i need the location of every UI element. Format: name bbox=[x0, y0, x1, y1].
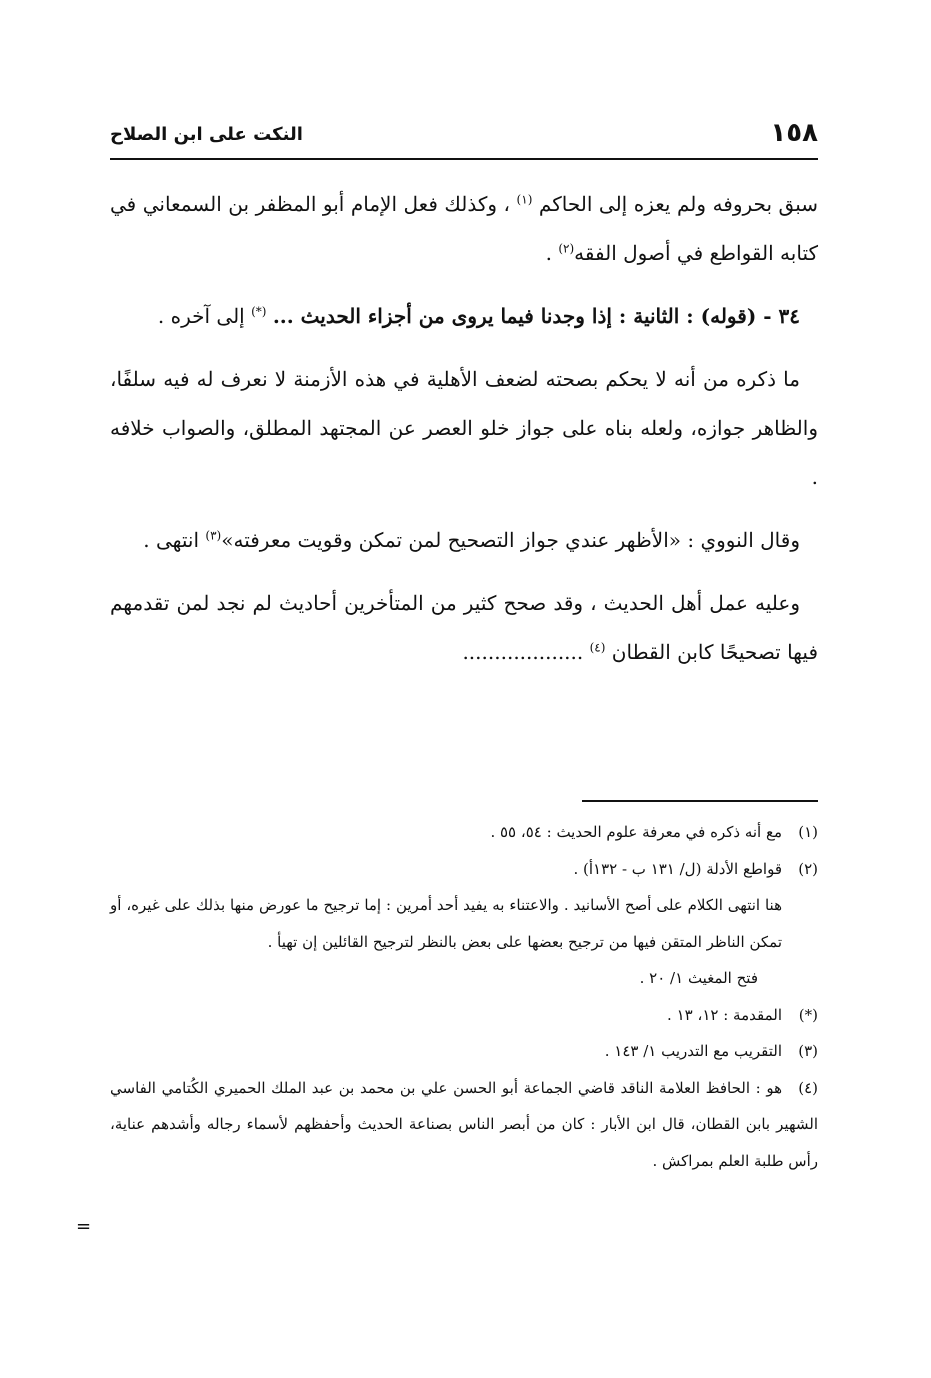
entry-heading: ٣٤ - (قوله) : الثانية : إذا وجدنا فيما يروى من أجزاء الحديث ... bbox=[272, 304, 800, 328]
page-number: ١٥٨ bbox=[770, 118, 818, 148]
footnotes bbox=[110, 814, 818, 1179]
footnote-3 bbox=[110, 1033, 818, 1070]
paragraph-1-text-a: سبق بحروفه ولم يعزه إلى الحاكم bbox=[538, 192, 819, 216]
footnote-4-text: هو : الحافظ العلامة الناقد قاضي الجماعة أبو الحسن علي بن محمد بن عبد الملك الحميري الكُتامي الفاسي الشهير بابن القطان، قال ابن الأبار : كان من أبصر الناس بصناعة الحديث وأحفظهم لأسماء رجاله وأشدهم عناية، رأس طلبة العلم بمراكش . bbox=[110, 1078, 818, 1170]
footnote-3-number: (٣) bbox=[798, 1042, 818, 1060]
page-header bbox=[110, 118, 818, 160]
paragraph-1-text-b: ، وكذلك فعل الإمام أبو المظفر بن السمعاني في كتابه القواطع في أصول الفقه bbox=[110, 192, 818, 265]
footnote-star bbox=[110, 997, 818, 1034]
footnote-1 bbox=[110, 814, 818, 851]
footnote-4 bbox=[110, 1070, 818, 1180]
paragraph-1-end: . bbox=[545, 241, 552, 265]
footnote-2-number: (٢) bbox=[798, 859, 818, 878]
footnote-2-source: فتح المغيث ١/ ٢٠ . bbox=[639, 969, 758, 987]
paragraph-1 bbox=[110, 180, 818, 278]
paragraph-2-rest: إلى آخره . bbox=[157, 304, 245, 328]
footnote-2-text: قواطع الأدلة (ل/ ١٣١ ب - ١٣٢أ) . bbox=[573, 859, 782, 878]
footnote-ref-2: (٢) bbox=[558, 241, 575, 256]
footnote-ref-star: (*) bbox=[251, 304, 267, 319]
footnote-ref-4: (٤) bbox=[589, 640, 606, 655]
running-title: النكت على ابن الصلاح bbox=[110, 124, 303, 145]
footnote-star-number: (*) bbox=[798, 1005, 818, 1024]
footnote-1-number: (١) bbox=[798, 823, 818, 841]
footnote-3-text: التقريب مع التدريب ١/ ١٤٣ . bbox=[604, 1042, 782, 1060]
footnote-1-text: مع أنه ذكره في معرفة علوم الحديث : ٥٤، ٥٥ . bbox=[490, 823, 782, 841]
paragraph-5-text: وعليه عمل أهل الحديث ، وقد صحح كثير من المتأخرين أحاديث لم نجد لمن تقدمهم فيها تصحيحًا كابن القطان bbox=[110, 591, 818, 664]
continuation-mark: = bbox=[76, 1216, 92, 1237]
paragraph-4 bbox=[110, 516, 818, 565]
footnote-2-note: هنا انتهى الكلام على أصح الأسانيد . والاعتناء به يفيد أحد أمرين : إما ترجيح ما عورض منها بذلك على غيره، أو تمكن الناظر المتقن فيها من ترجيح بعضها على بعض بالنظر لترجيح القائلين إن تهيأ . bbox=[110, 896, 782, 951]
footnote-ref-3: (٣) bbox=[205, 528, 222, 543]
footnote-star-text: المقدمة : ١٢، ١٣ . bbox=[667, 1005, 782, 1024]
paragraph-5 bbox=[110, 579, 818, 677]
footnote-ref-1: (١) bbox=[516, 192, 533, 207]
paragraph-2 bbox=[110, 292, 818, 341]
paragraph-4-quote: وقال النووي : «الأظهر عندي جواز التصحيح لمن تمكن وقويت معرفته» bbox=[221, 528, 800, 552]
paragraph-4-end: انتهى . bbox=[143, 528, 200, 552]
footnote-4-number: (٤) bbox=[798, 1078, 818, 1097]
footnote-2 bbox=[110, 851, 818, 888]
ellipsis-dots: ................... bbox=[462, 640, 584, 664]
footnote-separator bbox=[582, 800, 818, 802]
main-text bbox=[110, 180, 818, 691]
paragraph-3: ما ذكره من أنه لا يحكم بصحته لضعف الأهلية في هذه الأزمنة لا نعرف له فيه سلفًا، والظاهر جوازه، ولعله بناه على جواز خلو العصر عن المجتهد المطلق، والصواب خلافه . bbox=[110, 367, 818, 489]
